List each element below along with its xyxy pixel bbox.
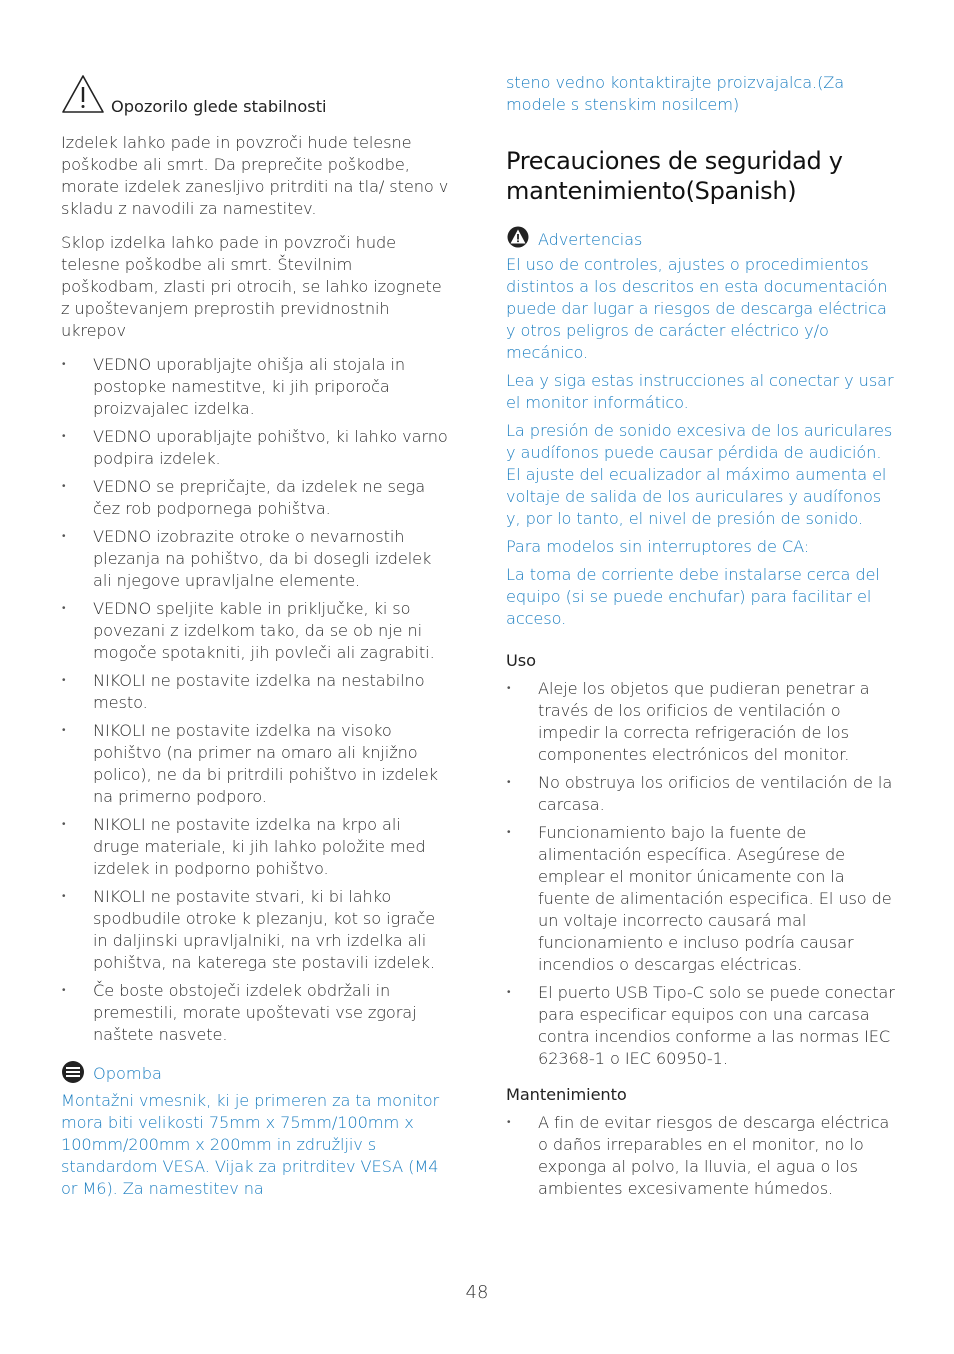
list-item: • VEDNO izobrazite otroke o nevarnostih plezanja na pohištvo, da bi dosegli izdelek ali njegove upravljalne elemente. — [61, 526, 451, 592]
page-number: 48 — [465, 1282, 489, 1303]
warning-paragraph-2: Lea y siga estas instrucciones al conectar y usar el monitor informático. — [506, 371, 894, 412]
stability-warning-header — [61, 74, 451, 118]
list-item: • VEDNO uporabljajte pohištvo, ki lahko varno podpira izdelek. — [61, 426, 451, 470]
stability-bullet-list — [61, 354, 451, 1046]
note-title: Opomba — [93, 1064, 162, 1083]
continued-note-text: steno vedno kontaktirajte proizvajalca.(Za modele s stenskim nosilcem) — [506, 73, 845, 114]
list-item: • A fin de evitar riesgos de descarga eléctrica o daños irreparables en el monitor, no lo exponga al polvo, la lluvia, el agua o los ambientes excesivamente húmedos. — [506, 1112, 898, 1200]
list-item: • VEDNO uporabljajte ohišja ali stojala in postopke namestitve, ki jih priporoča proizvajalec izdelka. — [61, 354, 451, 420]
warning-paragraph-5: La toma de corriente debe instalarse cerca del equipo (si se puede enchufar) para facilitar el acceso. — [506, 565, 880, 628]
note-text: Montažni vmesnik, ki je primeren za ta monitor mora biti velikosti 75mm x 75mm/100mm x 100mm/200mm x 200mm in združljiv s standardom VESA. Vijak za pritrditev VESA (M4 or M6). Za namestitev na — [61, 1091, 440, 1198]
list-item: • Če boste obstoječi izdelek obdržali in premestili, morate upoštevati vse zgoraj naštete nasvete. — [61, 980, 451, 1046]
list-item: • Aleje los objetos que pudieran penetrar a través de los orificios de ventilación o impedir la correcta refrigeración de los componentes electrónicos del monitor. — [506, 678, 898, 766]
mantenimiento-subheading: Mantenimiento — [506, 1085, 627, 1104]
list-item: • VEDNO se prepričajte, da izdelek ne sega čez rob podpornega pohištva. — [61, 476, 451, 520]
list-item: • No obstruya los orificios de ventilación de la carcasa. — [506, 772, 898, 816]
section-heading: Precauciones de seguridad y mantenimiento(Spanish) — [506, 147, 843, 205]
list-item: • Funcionamiento bajo la fuente de alimentación específica. Asegúrese de emplear el monitor únicamente con la fuente de alimentación especifica. El uso de un voltaje incorrecto causará mal funcionamiento e incluso podría causar incendios o descargas eléctricas. — [506, 822, 898, 976]
left-column — [61, 74, 451, 1200]
right-column — [506, 72, 898, 1214]
warning-triangle-icon — [61, 74, 105, 118]
list-item: • NIKOLI ne postavite izdelka na nestabilno mesto. — [61, 670, 451, 714]
list-item: • VEDNO speljite kable in priključke, ki so povezani z izdelkom tako, da se ob nje ni mogoče spotakniti, jih povleči ali zagrabiti. — [61, 598, 451, 664]
note-header — [61, 1060, 451, 1088]
stability-paragraph-1: Izdelek lahko pade in povzroči hude telesne poškodbe ali smrt. Da preprečite poškodbe, morate izdelek zanesljivo pritrditi na tla/ steno v skladu z navodili za namestitev. — [61, 133, 449, 218]
warning-icon — [506, 226, 530, 252]
uso-bullet-list — [506, 678, 898, 1070]
warning-paragraph-3: La presión de sonido excesiva de los auriculares y audífonos puede causar pérdida de audición. El ajuste del ecualizador al máximo aumenta el voltaje de salida de los auriculares y audífonos y, por lo tanto, el nivel de presión de sonido. — [506, 421, 893, 528]
list-item: • NIKOLI ne postavite izdelka na krpo ali druge materiale, ki jih lahko položite med izdelek in podporno pohištvo. — [61, 814, 451, 880]
list-item: • El puerto USB Tipo-C solo se puede conectar para especificar equipos con una carcasa contra incendios conforme a las normas IEC 62368-1 o IEC 60950-1. — [506, 982, 898, 1070]
list-item: • NIKOLI ne postavite izdelka na visoko pohištvo (na primer na omaro ali knjižno polico), ne da bi pritrdili pohištvo in izdelek na primerno podporo. — [61, 720, 451, 808]
warnings-title: Advertencias — [538, 229, 643, 249]
warning-paragraph-4: Para modelos sin interruptores de CA: — [506, 537, 810, 556]
warnings-header — [506, 226, 898, 252]
mantenimiento-bullet-list — [506, 1112, 898, 1200]
stability-paragraph-2: Sklop izdelka lahko pade in povzroči hude telesne poškodbe ali smrt. Številnim poškodbam, zlasti pri otrocih, se lahko izognete z upoštevanjem preprostih previdnostnih ukrepov — [61, 233, 442, 340]
stability-warning-title: Opozorilo glede stabilnosti — [111, 97, 327, 116]
note-icon — [61, 1060, 85, 1088]
uso-subheading: Uso — [506, 651, 536, 670]
warning-paragraph-1: El uso de controles, ajustes o procedimientos distintos a los descritos en esta documentación puede dar lugar a riesgos de descarga eléctrica y otros peligros de carácter eléctrico y/o mecánico. — [506, 255, 888, 362]
list-item: • NIKOLI ne postavite stvari, ki bi lahko spodbudile otroke k plezanju, kot so igrače in daljinski upravljalniki, na vrh izdelka ali pohištva, na katerega ste postavili izdelek. — [61, 886, 451, 974]
